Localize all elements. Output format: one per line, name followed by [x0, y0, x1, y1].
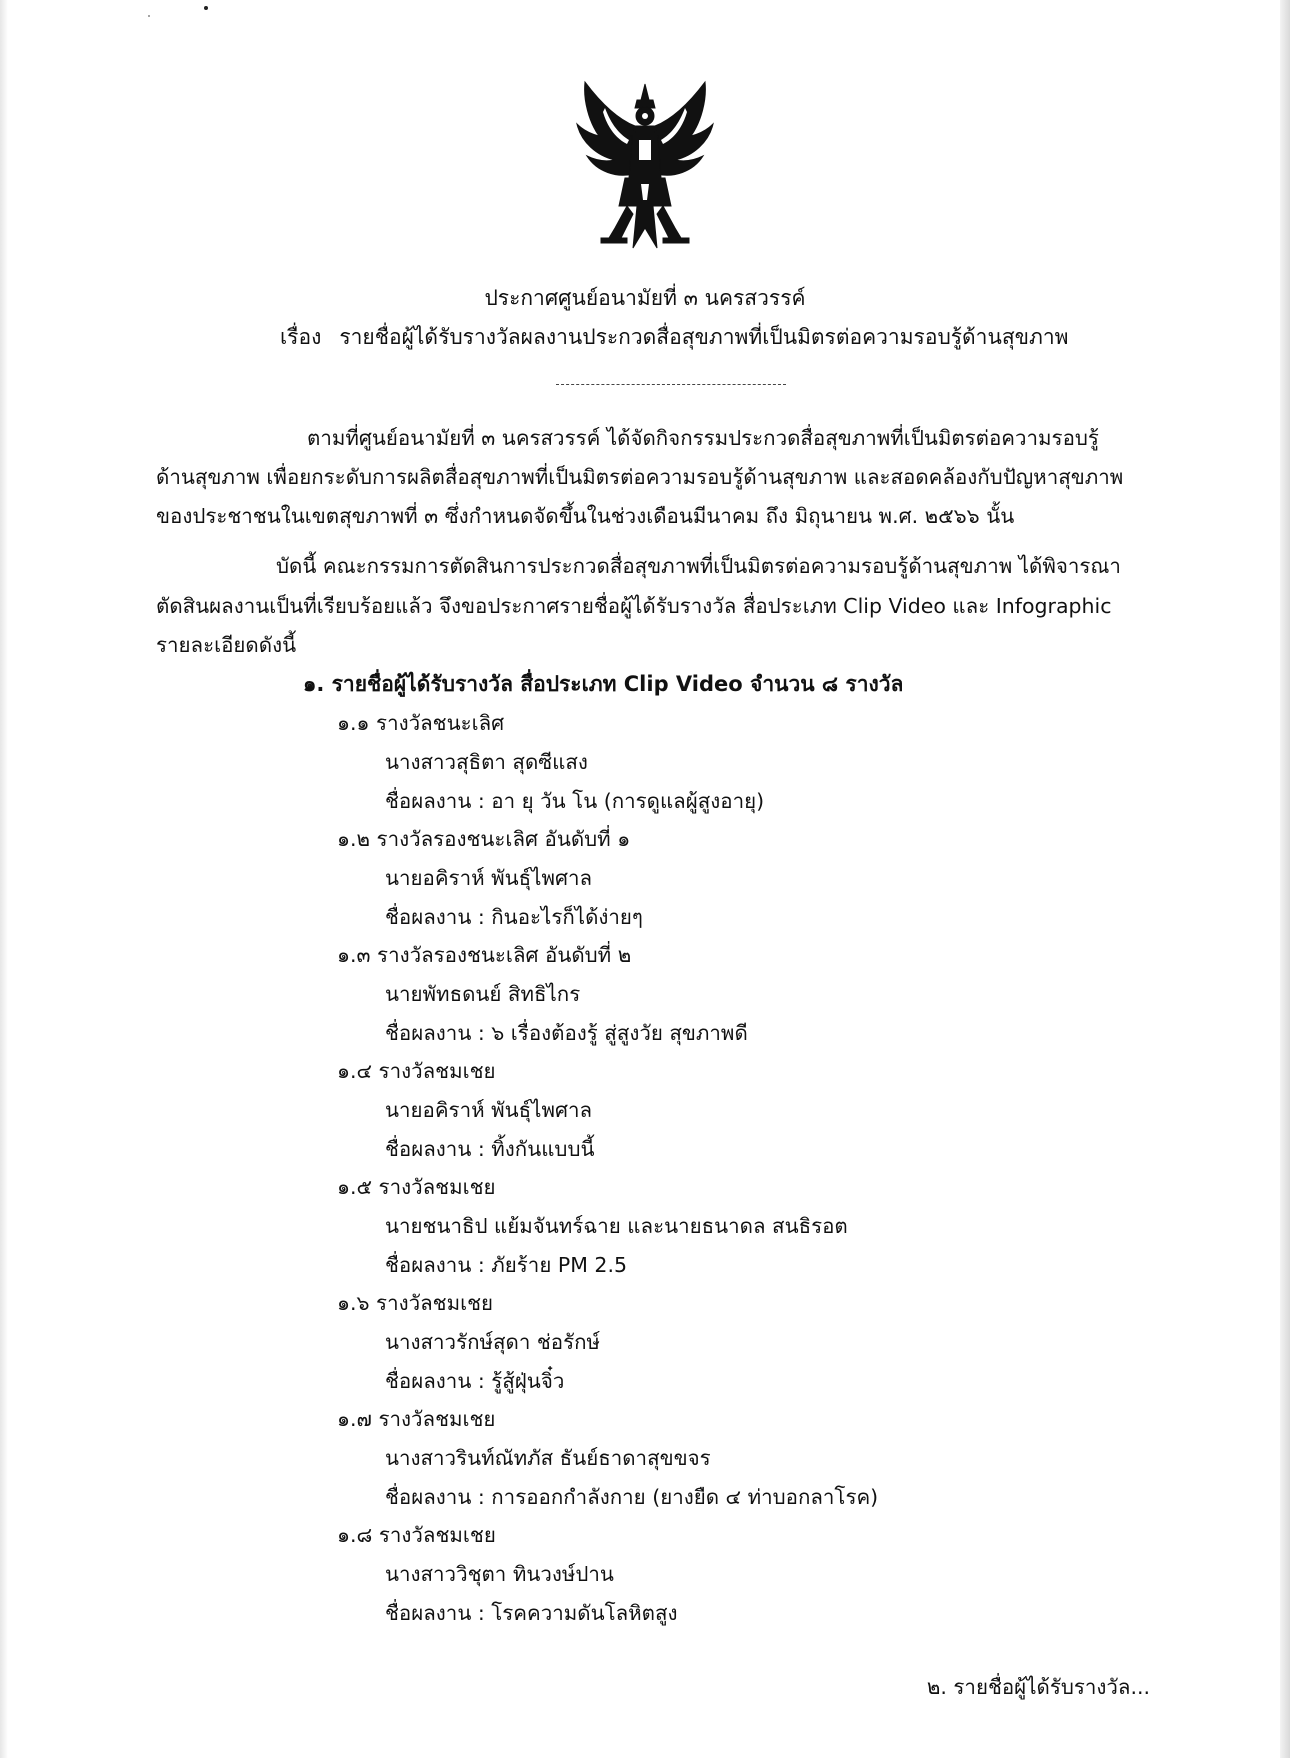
paragraph1-line2: ด้านสุขภาพ เพื่อยกระดับการผลิตสื่อสุขภาพที่เป็นมิตรต่อความรอบรู้ด้านสุขภาพ และสอดคล้องกับปัญหาสุขภาพ: [156, 465, 1124, 489]
section1-heading: ๑. รายชื่อผู้ได้รับรางวัล สื่อประเภท Clip Video จำนวน ๘ รางวัล: [303, 672, 904, 696]
award-work: ชื่อผลงาน : ทิ้งกันแบบนี้: [385, 1137, 595, 1161]
garuda-emblem-icon: [575, 78, 715, 253]
award-recipient: นางสาวรักษ์สุดา ช่อรักษ์: [385, 1330, 601, 1354]
award-recipient: นางสาวสุธิตา สุดซีแสง: [385, 750, 588, 774]
award-title: ๑.๔ รางวัลชมเชย: [337, 1059, 496, 1083]
dashed-divider: [556, 384, 786, 385]
award-recipient: นายอคิราห์ พันธุ์ไพศาล: [385, 1098, 593, 1122]
award-recipient: นางสาวรินท์ณัทภัส ธันย์ธาดาสุขขจร: [385, 1446, 711, 1470]
award-work: ชื่อผลงาน : ๖ เรื่องต้องรู้ สู่สูงวัย สุขภาพดี: [385, 1021, 748, 1045]
paragraph1-line1: ตามที่ศูนย์อนามัยที่ ๓ นครสวรรค์ ได้จัดกิจกรรมประกวดสื่อสุขภาพที่เป็นมิตรต่อความรอบรู้: [307, 426, 1099, 450]
paragraph2-line1: บัดนี้ คณะกรรมการตัดสินการประกวดสื่อสุขภาพที่เป็นมิตรต่อความรอบรู้ด้านสุขภาพ ได้พิจารณา: [276, 554, 1121, 578]
paragraph2-line2: ตัดสินผลงานเป็นที่เรียบร้อยแล้ว จึงขอประกาศรายชื่อผู้ได้รับรางวัล สื่อประเภท Clip Video และ Infographic: [156, 594, 1112, 618]
subject-text: รายชื่อผู้ได้รับรางวัลผลงานประกวดสื่อสุขภาพที่เป็นมิตรต่อความรอบรู้ด้านสุขภาพ: [339, 325, 1069, 349]
continuation-note: ๒. รายชื่อผู้ได้รับรางวัล...: [926, 1675, 1150, 1699]
award-recipient: นายพัทธดนย์ สิทธิไกร: [385, 982, 581, 1006]
page-edge-left: [0, 0, 8, 1758]
subject-label: เรื่อง: [280, 325, 322, 349]
announcement-title: ประกาศศูนย์อนามัยที่ ๓ นครสวรรค์: [484, 286, 806, 310]
award-title: ๑.๓ รางวัลรองชนะเลิศ อันดับที่ ๒: [337, 943, 632, 967]
award-work: ชื่อผลงาน : ภัยร้าย PM 2.5: [385, 1253, 628, 1277]
page-edge-right: [1280, 0, 1290, 1758]
award-work: ชื่อผลงาน : การออกกำลังกาย (ยางยืด ๔ ท่าบอกลาโรค): [385, 1485, 879, 1509]
paragraph1-line3: ของประชาชนในเขตสุขภาพที่ ๓ ซึ่งกำหนดจัดขึ้นในช่วงเดือนมีนาคม ถึง มิถุนายน พ.ศ. ๒๕๖๖ นั้น: [156, 504, 1015, 528]
award-recipient: นายอคิราห์ พันธุ์ไพศาล: [385, 866, 593, 890]
announcement-subject: [280, 321, 1068, 354]
award-title: ๑.๑ รางวัลชนะเลิศ: [337, 711, 505, 735]
award-work: ชื่อผลงาน : กินอะไรก็ได้ง่ายๆ: [385, 905, 643, 929]
scan-speck: [204, 6, 208, 10]
award-title: ๑.๒ รางวัลรองชนะเลิศ อันดับที่ ๑: [337, 827, 631, 851]
award-recipient: นางสาววิชุตา ทินวงษ์ปาน: [385, 1562, 614, 1586]
award-title: ๑.๗ รางวัลชมเชย: [337, 1407, 496, 1431]
scan-speck: [148, 15, 150, 17]
award-work: ชื่อผลงาน : อา ยุ วัน โน (การดูแลผู้สูงอายุ): [385, 789, 765, 813]
award-title: ๑.๘ รางวัลชมเชย: [337, 1523, 496, 1547]
award-title: ๑.๕ รางวัลชมเชย: [337, 1175, 496, 1199]
award-recipient: นายชนาธิป แย้มจันทร์ฉาย และนายธนาดล สนธิรอต: [385, 1214, 848, 1238]
award-title: ๑.๖ รางวัลชมเชย: [337, 1291, 494, 1315]
paragraph2-line3: รายละเอียดดังนี้: [156, 633, 297, 657]
award-work: ชื่อผลงาน : โรคความดันโลหิตสูง: [385, 1601, 678, 1625]
award-work: ชื่อผลงาน : รู้สู้ฝุ่นจิ๋ว: [385, 1369, 565, 1393]
